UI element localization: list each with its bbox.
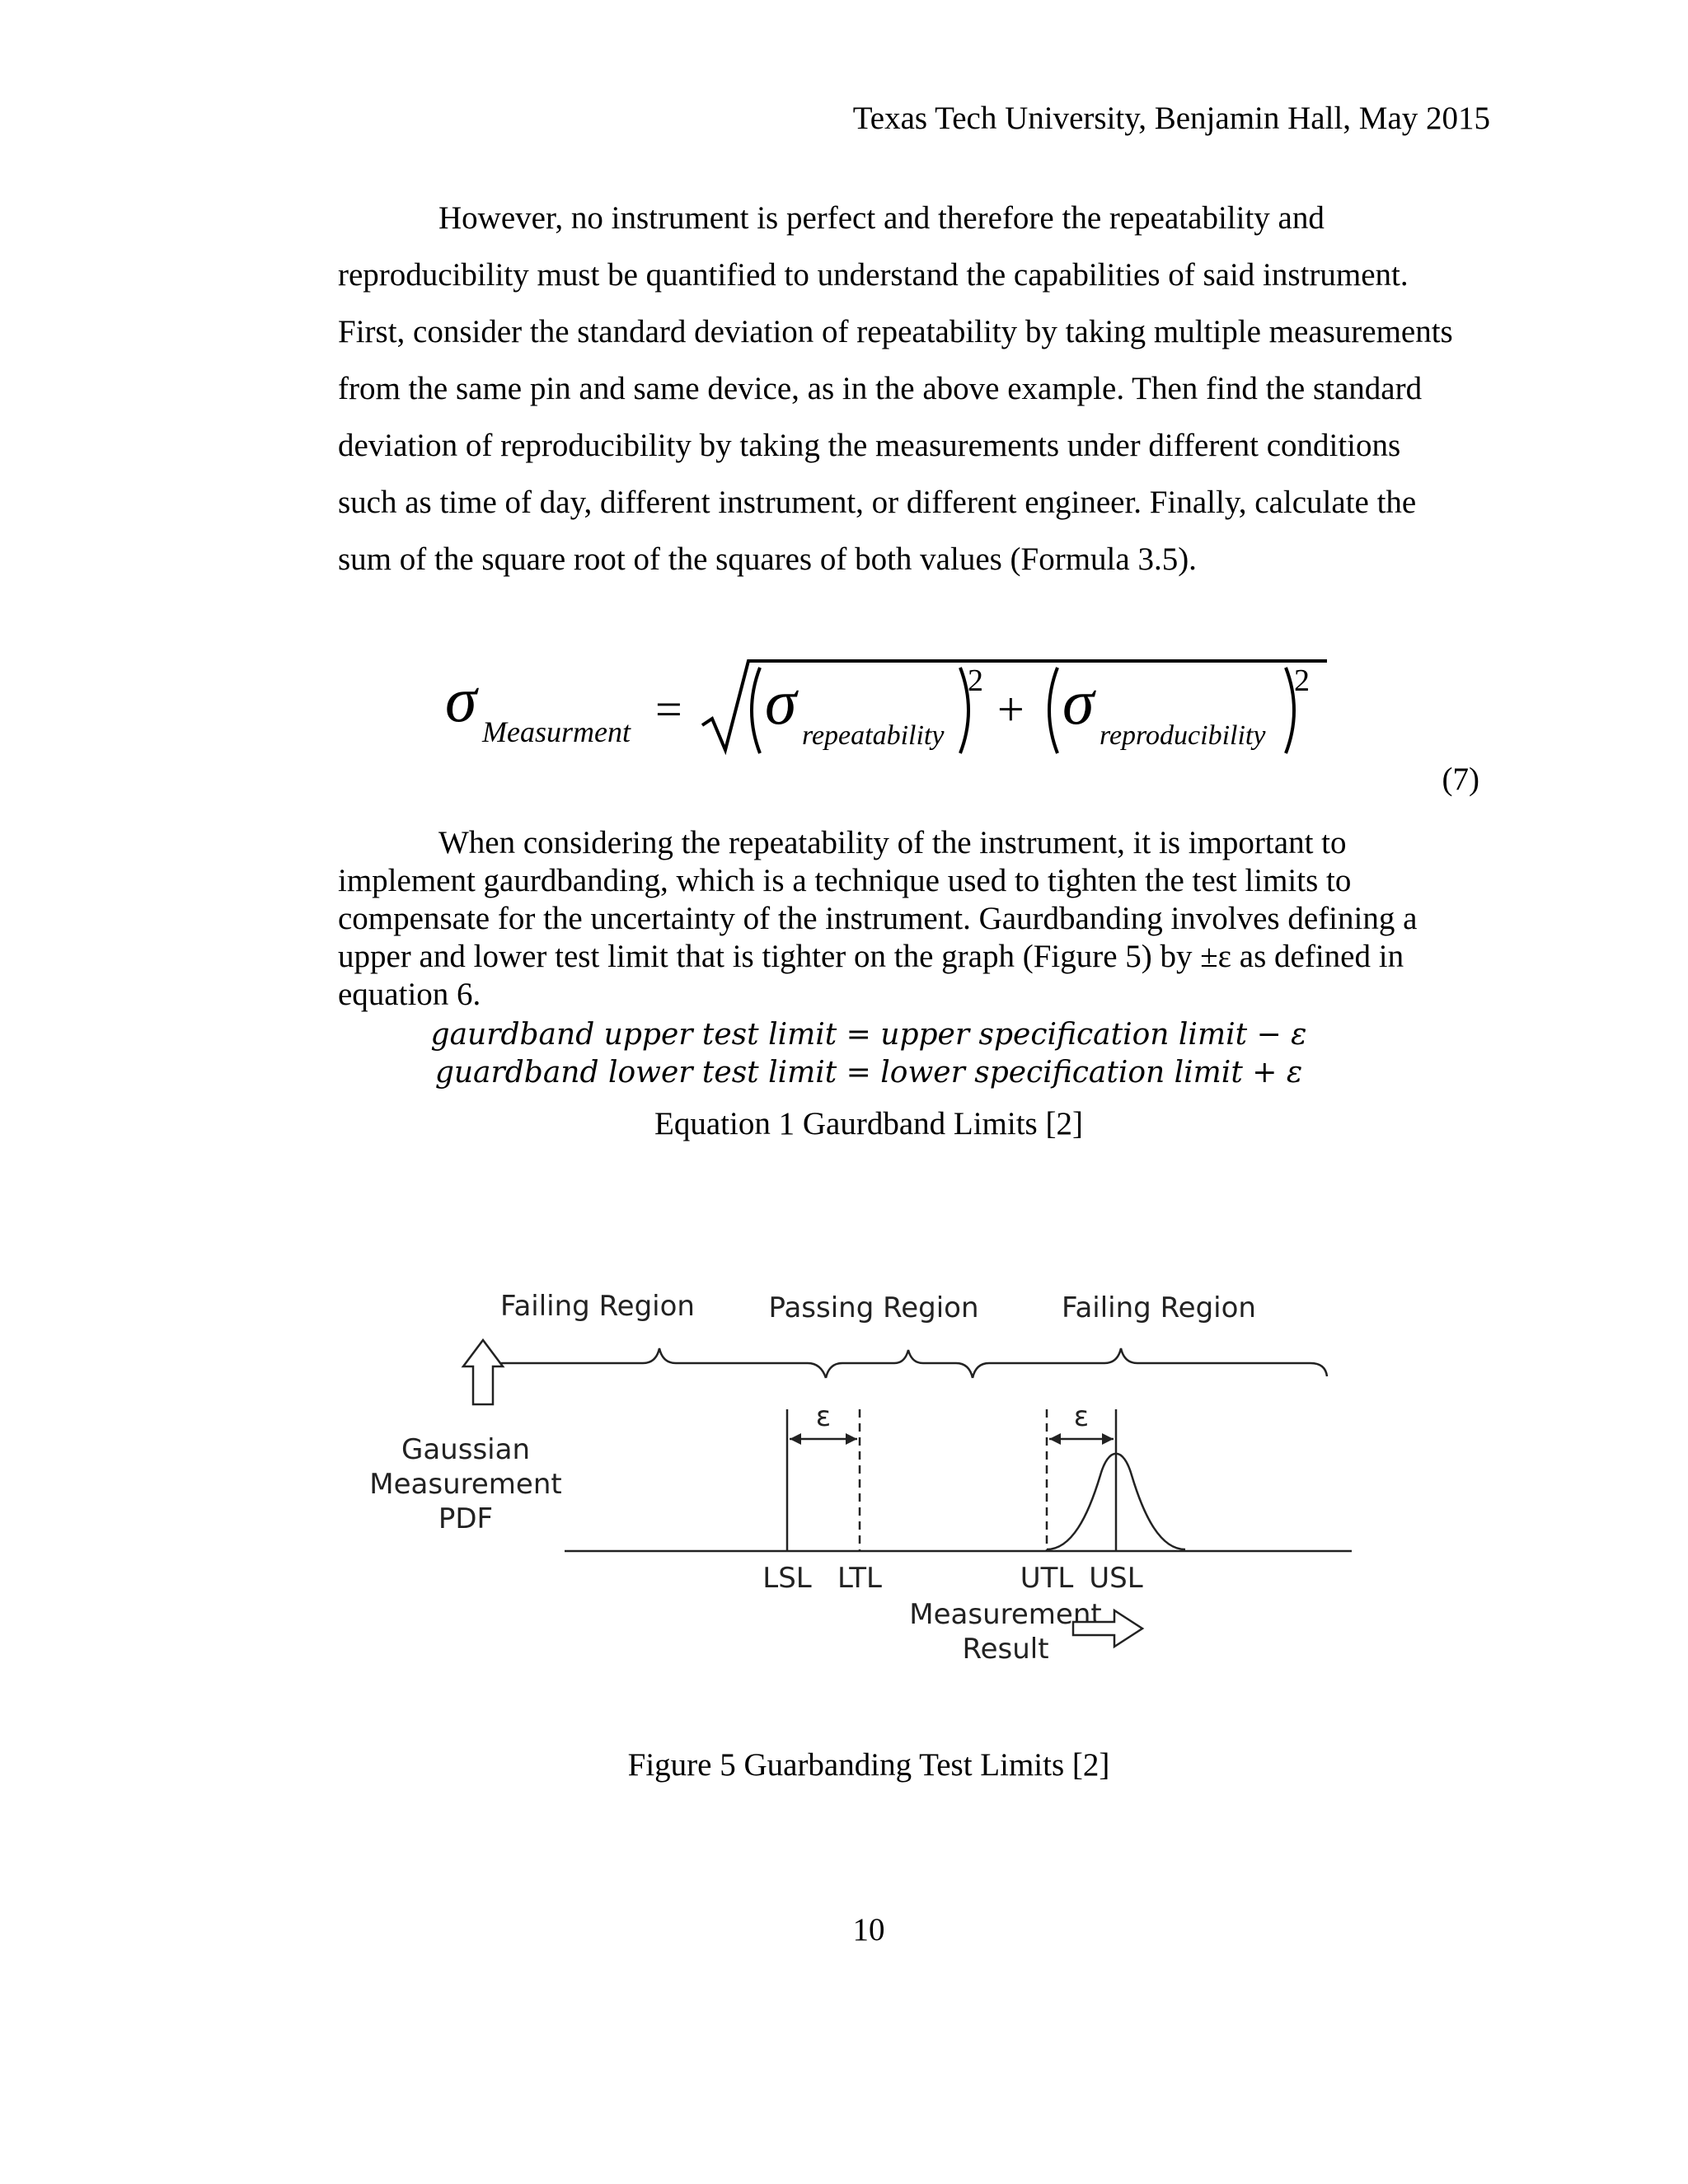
ltl-label: LTL xyxy=(837,1562,882,1595)
measurement-sigma-formula xyxy=(437,643,1385,775)
lsl-label: LSL xyxy=(762,1562,812,1595)
paragraph-line: implement gaurdbanding, which is a technique used to tighten the test limits to xyxy=(338,863,1352,898)
formula-plus: + xyxy=(997,682,1025,736)
formula-subscript-repeatability: repeatability xyxy=(802,720,945,751)
paragraph-line: from the same pin and same device, as in the above example. Then find the standard xyxy=(338,371,1423,406)
failing-region-left-label: Failing Region xyxy=(500,1290,695,1323)
utl-label: UTL xyxy=(1020,1562,1074,1595)
sigma-symbol: σ xyxy=(445,663,477,735)
paragraph-repeatability-reproducibility xyxy=(338,190,1492,588)
formula-exponent: 2 xyxy=(968,663,983,698)
paragraph-line: reproducibility must be quantified to understand the capabilities of said instrument. xyxy=(338,257,1409,293)
arrowhead-icon xyxy=(1049,1433,1061,1445)
passing-region-brace xyxy=(826,1350,973,1378)
sigma-symbol: σ xyxy=(1062,666,1095,738)
paragraph-line: First, consider the standard deviation of repeatability by taking multiple measurements xyxy=(338,314,1453,349)
figure-caption: Figure 5 Guarbanding Test Limits [2] xyxy=(627,1747,1110,1783)
x-axis-label-line: Measurement xyxy=(909,1598,1102,1631)
formula-exponent: 2 xyxy=(1294,663,1310,698)
sigma-symbol: σ xyxy=(765,666,797,738)
arrowhead-icon xyxy=(846,1433,857,1445)
paren-close xyxy=(1286,668,1294,753)
running-head: Texas Tech University, Benjamin Hall, May 2015 xyxy=(852,101,1490,136)
formula-equals: = xyxy=(655,682,682,736)
paragraph-line: such as time of day, different instrument, or different engineer. Finally, calculate the xyxy=(338,485,1417,520)
up-arrow-icon xyxy=(463,1340,503,1404)
paragraph-gaurdbanding xyxy=(338,824,1492,1014)
guardbanding-diagram xyxy=(369,1277,1385,1690)
formula-subscript-measurement: Measurment xyxy=(482,715,631,748)
paragraph-line: However, no instrument is perfect and therefore the repeatability and xyxy=(438,200,1325,236)
paragraph-line: equation 6. xyxy=(338,977,481,1012)
formula-subscript-reproducibility: reproducibility xyxy=(1100,720,1266,751)
guardband-upper-equation: gaurdband upper test limit = upper specification limit − ε xyxy=(430,1018,1307,1052)
page-number: 10 xyxy=(852,1912,885,1947)
failing-region-right-brace xyxy=(973,1348,1327,1378)
equation-caption: Equation 1 Gaurdband Limits [2] xyxy=(654,1106,1083,1141)
y-axis-label-line: Measurement xyxy=(369,1468,562,1501)
epsilon-label-upper: ε xyxy=(1073,1400,1090,1433)
paragraph-line: compensate for the uncertainty of the instrument. Gaurdbanding involves defining a xyxy=(338,901,1418,936)
paren-open xyxy=(1049,668,1057,753)
y-axis-label-line: Gaussian xyxy=(401,1433,530,1466)
usl-label: USL xyxy=(1089,1562,1143,1595)
x-axis-label-line: Result xyxy=(962,1633,1049,1666)
arrowhead-icon xyxy=(790,1433,801,1445)
epsilon-label-lower: ε xyxy=(815,1400,832,1433)
paragraph-line: sum of the square root of the squares of both values (Formula 3.5). xyxy=(338,541,1197,577)
failing-region-left-brace xyxy=(486,1348,826,1378)
paren-open xyxy=(752,668,760,753)
paragraph-line: upper and lower test limit that is tighter on the graph (Figure 5) by ±ε as defined in xyxy=(338,939,1404,974)
y-axis-label-line: PDF xyxy=(438,1502,494,1535)
passing-region-label: Passing Region xyxy=(768,1291,979,1324)
failing-region-right-label: Failing Region xyxy=(1062,1291,1256,1324)
paragraph-line: When considering the repeatability of the instrument, it is important to xyxy=(438,825,1347,860)
guardband-lower-equation: guardband lower test limit = lower specification limit + ε xyxy=(434,1056,1303,1090)
arrowhead-icon xyxy=(1102,1433,1114,1445)
equation-number: (7) xyxy=(1442,762,1479,797)
paragraph-line: deviation of reproducibility by taking the measurements under different conditions xyxy=(338,428,1401,463)
